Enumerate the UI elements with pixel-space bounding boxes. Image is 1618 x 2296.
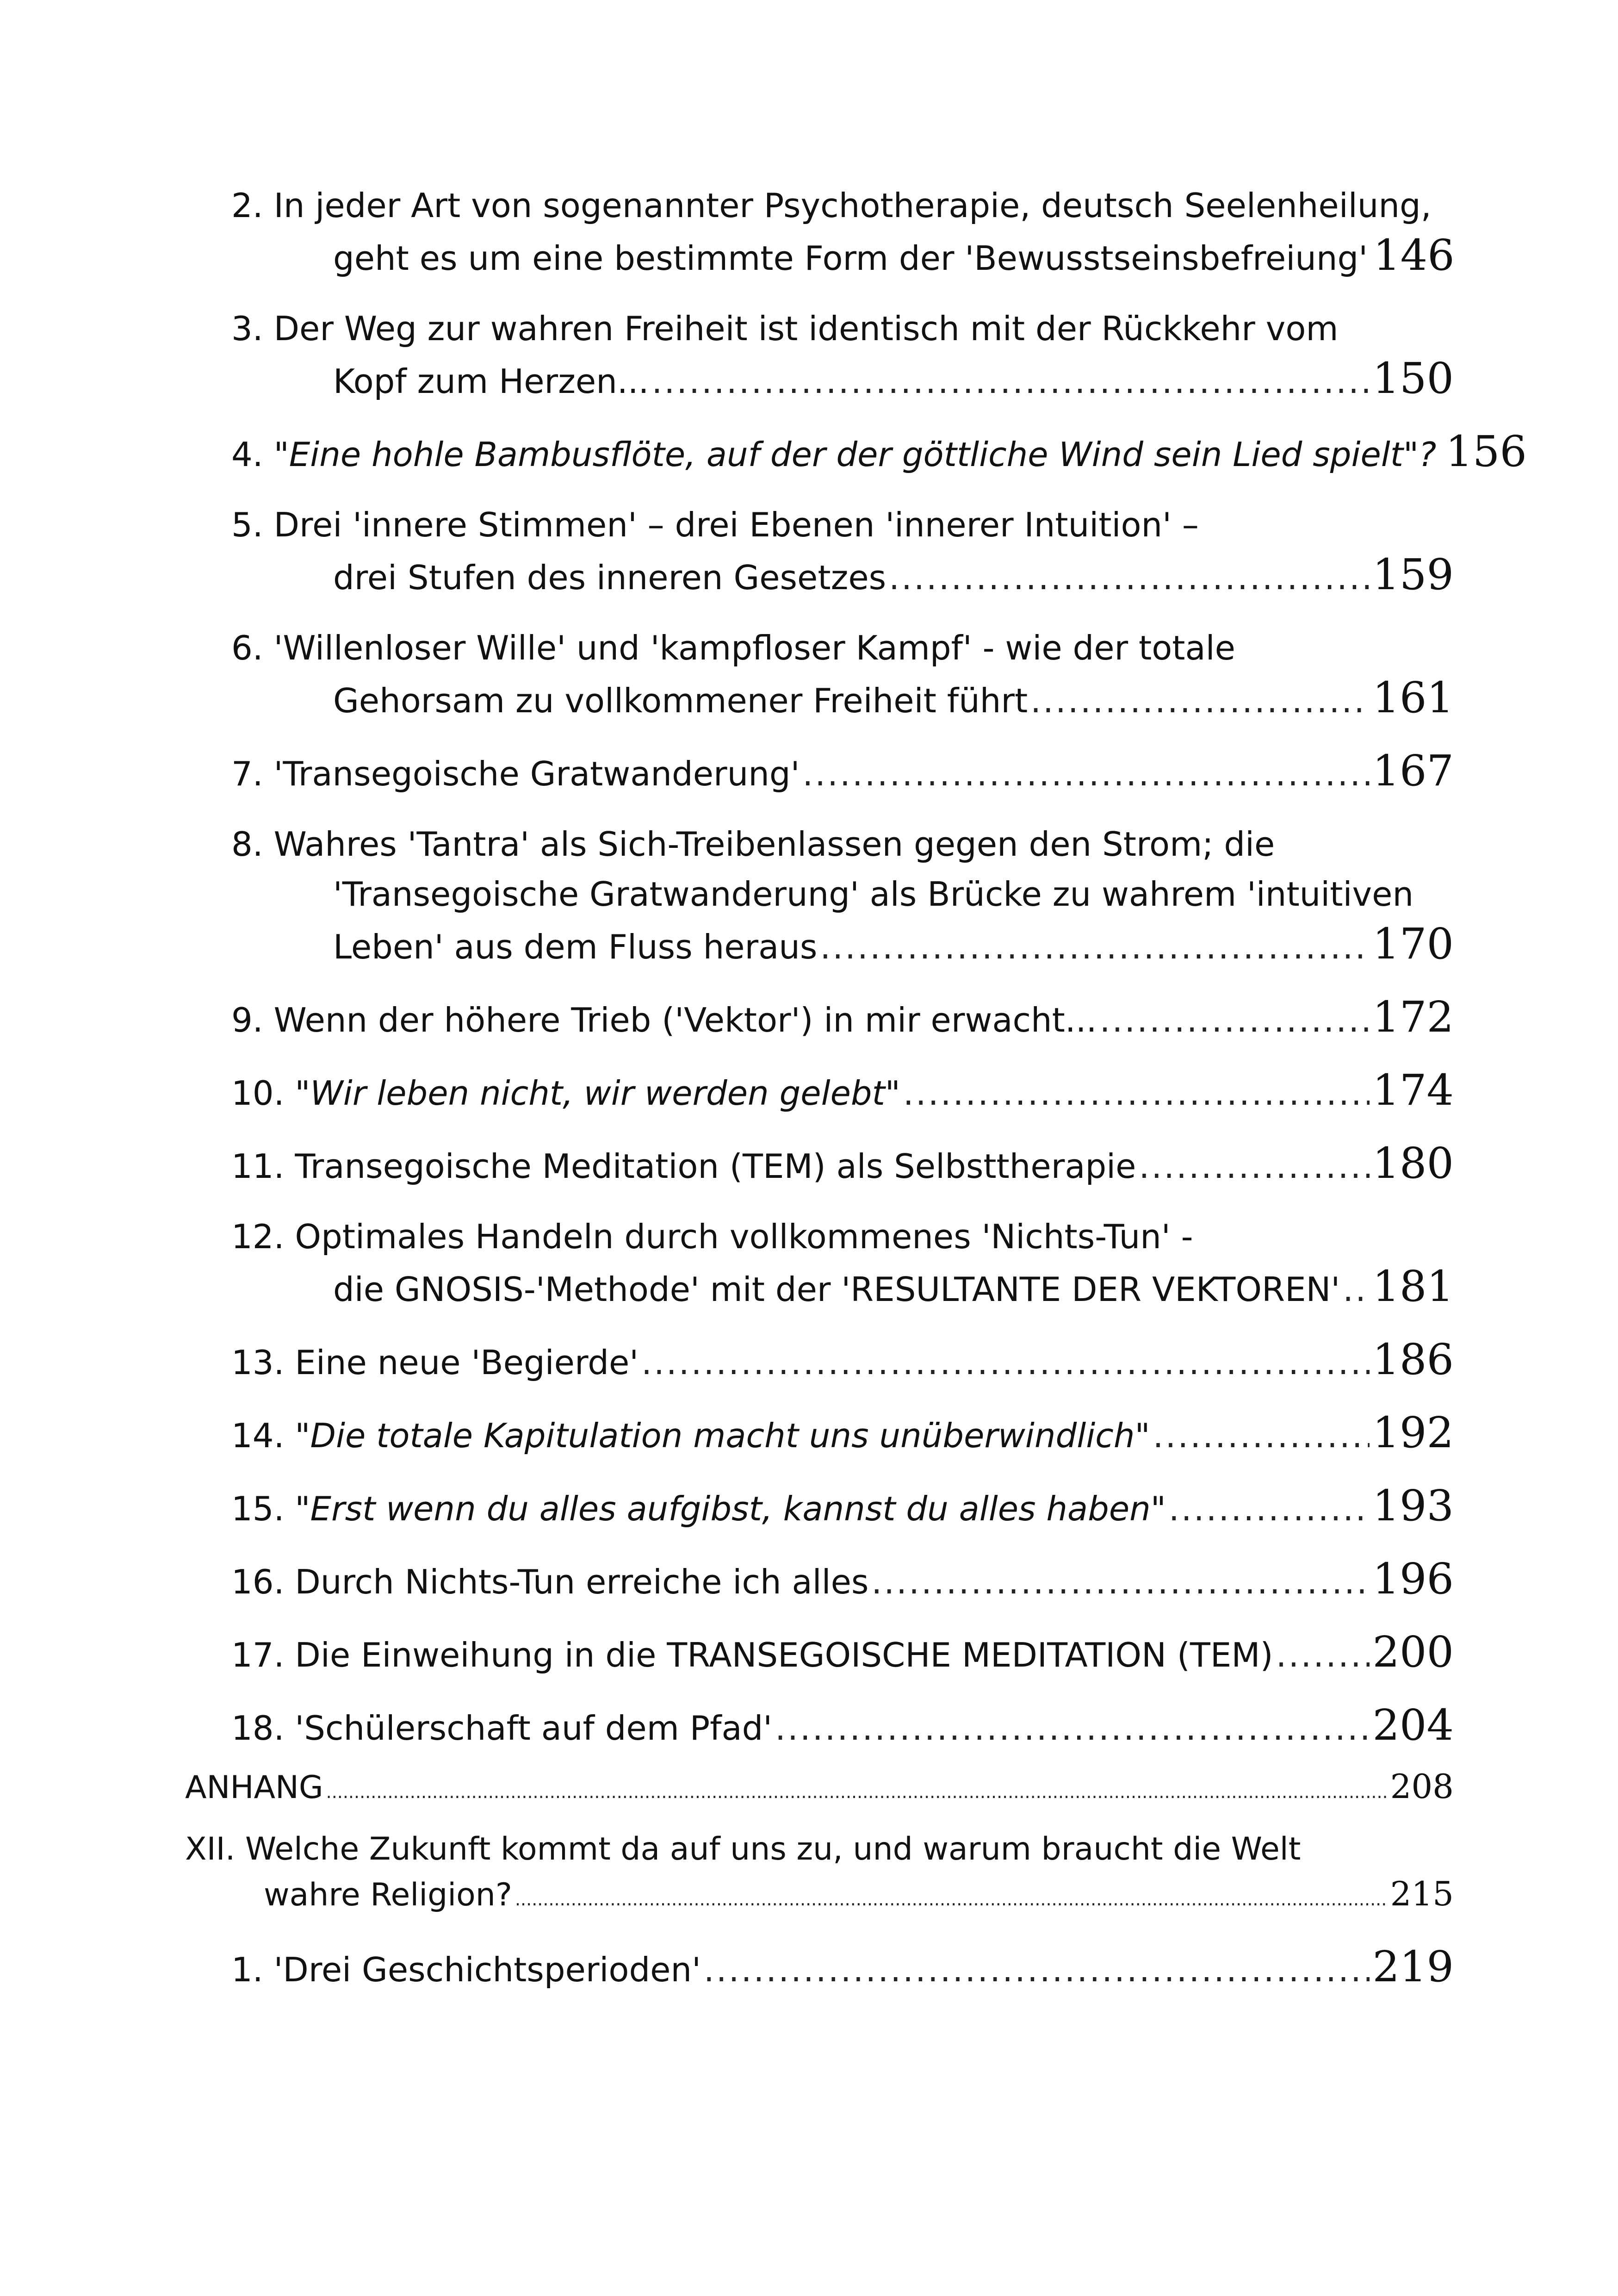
page-number: 156 (1445, 427, 1527, 476)
page-number: 170 (1372, 919, 1454, 969)
page-number: 200 (1372, 1627, 1454, 1677)
toc-entry-number: XII. (185, 1831, 236, 1867)
dot-leader (1100, 995, 1370, 1045)
dot-leader (704, 1945, 1370, 1995)
toc-entry-title (231, 623, 1454, 673)
toc-entry-title (231, 1338, 639, 1388)
toc-entry-number: 1. (231, 1950, 263, 1989)
toc-entry-title (231, 304, 1454, 354)
dot-leader (820, 922, 1370, 972)
toc-entry-line: Wahres 'Tantra' als Sich-Treibenlassen gegen den Strom; die (273, 825, 1275, 864)
toc-entry-line: Der Weg zur wahren Freiheit ist identisch mit der Rückkehr vom (273, 309, 1339, 348)
toc-entry-row (231, 746, 1454, 799)
toc-entry-row (231, 1408, 1454, 1461)
page-number: 219 (1372, 1942, 1454, 1991)
toc-entry-line: "Wir leben nicht, wir werden gelebt" (295, 1074, 900, 1113)
toc-entry-15 (185, 1481, 1454, 1534)
dot-leader (802, 749, 1370, 799)
dot-leader (889, 553, 1370, 603)
toc-entry-line: Wenn der höhere Trieb ('Vektor') in mir erwacht... (273, 1001, 1097, 1039)
page-number: 180 (1372, 1139, 1454, 1188)
toc-entry-number: 13. (231, 1343, 285, 1382)
toc-entry-line: 'Drei Geschichtsperioden' (273, 1950, 701, 1989)
toc-entry-title (231, 1068, 900, 1118)
toc-entry-line: Drei 'innere Stimmen' – drei Ebenen 'innerer Intuition' – (273, 505, 1199, 544)
page-number: 193 (1372, 1481, 1454, 1531)
toc-entry-14 (185, 1408, 1454, 1461)
toc-entry-6 (185, 623, 1454, 726)
toc-entry-2 (185, 180, 1454, 283)
toc-entry-3 (185, 304, 1454, 406)
toc-entry-17 (185, 1627, 1454, 1680)
toc-entry-number: 7. (231, 754, 263, 793)
toc-entry-row (231, 354, 1454, 406)
page-number: 161 (1372, 673, 1454, 722)
toc-entry-row (231, 1554, 1454, 1607)
toc-entry-line: Die Einweihung in die TRANSEGOISCHE MEDITATION (TEM) (295, 1636, 1273, 1674)
toc-entry-row (231, 1262, 1454, 1314)
page-number: 192 (1372, 1408, 1454, 1457)
toc-entry-8 (185, 819, 1454, 972)
toc-entry-title: ANHANG (185, 1769, 323, 1806)
toc-entry-number: 11. (231, 1147, 285, 1186)
toc-entry-title (231, 995, 1097, 1045)
toc-entry-number: 2. (231, 186, 263, 225)
toc-entry-row (231, 1942, 1454, 1995)
toc-entry-title (231, 1212, 1454, 1262)
page-number: 186 (1372, 1335, 1454, 1384)
toc-entry-10 (185, 1065, 1454, 1118)
toc-entry-number: 8. (231, 825, 263, 864)
page-number: 204 (1372, 1700, 1454, 1750)
toc-entry-title (231, 1630, 1273, 1680)
toc-entry-11 (185, 1139, 1454, 1191)
page-number: 215 (1390, 1874, 1454, 1913)
toc-entry-line: 'Schülerschaft auf dem Pfad' (295, 1709, 773, 1748)
dot-leader (871, 1557, 1370, 1607)
toc-entry-number: 16. (231, 1562, 285, 1601)
toc-entry-row (231, 673, 1454, 726)
dot-leader (1153, 1411, 1370, 1461)
toc-entry-row (231, 230, 1454, 283)
toc-entry-row (231, 919, 1454, 972)
page-number: 181 (1372, 1262, 1454, 1311)
toc-entry-5 (185, 500, 1454, 603)
toc-entry-line: wahre Religion? (264, 1877, 512, 1913)
toc-entry-line: Leben' aus dem Fluss heraus (333, 927, 818, 966)
toc-entry-7 (185, 746, 1454, 799)
toc-chapter-xii (185, 1827, 1454, 1922)
toc-entry-title (185, 1827, 1454, 1872)
toc-entry-row (185, 1764, 1454, 1814)
toc-entry-title (231, 1141, 1136, 1191)
toc-entry-line: Gehorsam zu vollkommener Freiheit führt (333, 681, 1028, 720)
toc-entry-line: 'Transegoische Gratwanderung' als Brücke zu wahrem 'intuitiven (333, 875, 1414, 914)
toc-entry-row (231, 550, 1454, 603)
toc-entry-title (231, 429, 1436, 479)
page-number: 208 (1390, 1767, 1454, 1806)
toc-entry-title (231, 180, 1454, 230)
dot-leader (641, 1338, 1370, 1388)
toc-entry-line: Optimales Handeln durch vollkommenes 'Nichts-Tun' - (295, 1217, 1193, 1256)
toc-entry-number: 10. (231, 1074, 285, 1113)
dot-leader (903, 1068, 1370, 1118)
toc-entry-title (231, 1411, 1150, 1461)
page-number: 150 (1372, 354, 1454, 403)
toc-entry-line: "Erst wenn du alles aufgibst, kannst du alles haben" (295, 1489, 1166, 1528)
toc-entry-number: 5. (231, 505, 263, 544)
page-number: 174 (1372, 1065, 1454, 1115)
toc-entry-title (231, 1703, 772, 1753)
toc-entry-line: "Die totale Kapitulation macht uns unüberwindlich" (295, 1416, 1150, 1455)
toc-entry-row (231, 1139, 1454, 1191)
dot-leader (775, 1703, 1370, 1753)
toc-entry-4 (185, 427, 1527, 479)
dot-leader (515, 1877, 1388, 1922)
toc-entry-title (231, 819, 1454, 869)
toc-entry-row (231, 992, 1454, 1045)
toc-entry-row (231, 1627, 1454, 1680)
toc-entry-line: Durch Nichts-Tun erreiche ich alles (295, 1562, 869, 1601)
toc-entry-13 (185, 1335, 1454, 1388)
toc-entry-number: 15. (231, 1489, 285, 1528)
toc-entry-title (231, 1484, 1166, 1534)
toc-entry-line: die GNOSIS-'Methode' mit der 'RESULTANTE DER VEKTOREN' (333, 1270, 1340, 1309)
toc-entry-18 (185, 1700, 1454, 1753)
toc-entry-xii-1 (185, 1942, 1454, 1995)
dot-leader (1030, 676, 1370, 726)
toc-entry-row (231, 1481, 1454, 1534)
toc-entry-line: drei Stufen des inneren Gesetzes (333, 558, 886, 597)
toc-entry-row (231, 1700, 1454, 1753)
toc-entry-line: geht es um eine bestimmte Form der 'Bewusstseinsbefreiung' (333, 239, 1368, 278)
page-number: 196 (1372, 1554, 1454, 1604)
dot-leader (1343, 1264, 1370, 1314)
table-of-contents (185, 180, 1527, 1995)
toc-entry-line: Transegoische Meditation (TEM) als Selbsttherapie (295, 1147, 1136, 1186)
dot-leader (1139, 1141, 1370, 1191)
page-number: 146 (1373, 230, 1455, 280)
toc-entry-anhang (185, 1764, 1454, 1814)
page-number: 167 (1372, 746, 1454, 796)
toc-entry-number: 9. (231, 1001, 263, 1039)
toc-entry-title (231, 500, 1454, 550)
dot-leader (326, 1770, 1388, 1814)
page-number: 172 (1372, 992, 1454, 1042)
toc-entry-number: 4. (231, 435, 263, 474)
toc-entry-number: 18. (231, 1709, 285, 1748)
toc-entry-row (231, 1335, 1454, 1388)
toc-entry-row (231, 1065, 1454, 1118)
toc-entry-row (185, 1872, 1454, 1922)
toc-entry-number: 14. (231, 1416, 285, 1455)
toc-entry-title (231, 1945, 701, 1995)
toc-entry-line: Eine neue 'Begierde' (295, 1343, 639, 1382)
toc-entry-number: 12. (231, 1217, 285, 1256)
toc-entry-row (231, 427, 1527, 479)
dot-leader (652, 356, 1370, 406)
toc-entry-line: Kopf zum Herzen... (333, 362, 649, 401)
dot-leader (1276, 1630, 1370, 1680)
dot-leader (1169, 1484, 1370, 1534)
toc-entry-number: 3. (231, 309, 263, 348)
toc-entry-9 (185, 992, 1454, 1045)
toc-entry-line: Welche Zukunft kommt da auf uns zu, und warum braucht die Welt (245, 1831, 1301, 1867)
toc-entry-number: 17. (231, 1636, 285, 1674)
toc-entry-title (231, 1557, 868, 1607)
toc-entry-12 (185, 1212, 1454, 1314)
toc-entry-line: In jeder Art von sogenannter Psychotherapie, deutsch Seelenheilung, (273, 186, 1432, 225)
toc-entry-number: 6. (231, 628, 263, 667)
toc-entry-title (231, 749, 800, 799)
toc-entry-16 (185, 1554, 1454, 1607)
toc-entry-line: "Eine hohle Bambusflöte, auf der der göttliche Wind sein Lied spielt"? (273, 435, 1437, 474)
toc-entry-line: 'Transegoische Gratwanderung' (273, 754, 800, 793)
page-number: 159 (1372, 550, 1454, 599)
toc-entry-line: 'Willenloser Wille' und 'kampfloser Kampf' - wie der totale (273, 628, 1235, 667)
